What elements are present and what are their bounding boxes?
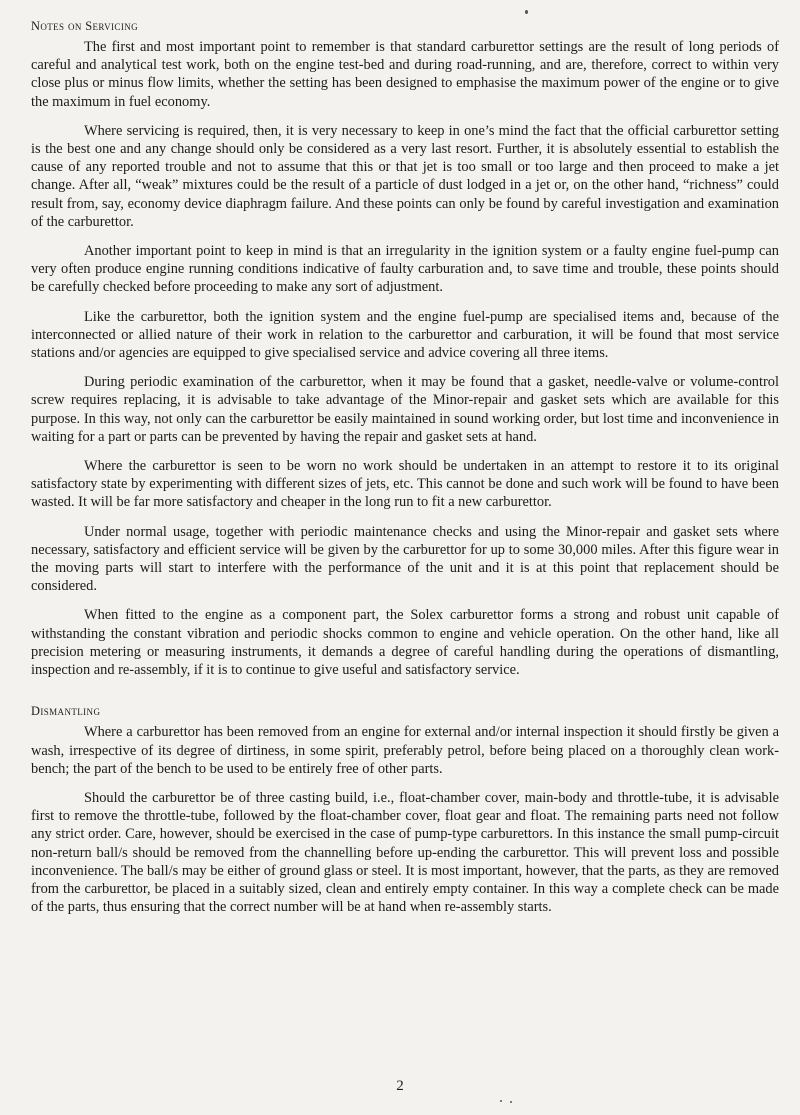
section-heading-notes-on-servicing: Notes on Servicing [31, 19, 139, 33]
paragraph: Where servicing is required, then, it is very necessary to keep in one’s mind the fact that the official carburettor setting is the best one and any change should only be considered as a very last resort. Further, it is absolutely essential to establish the cause of any reported trouble and not to assume that this or that jet is too small or too large and then proceed to make a jet change. After all, “weak” mixtures could be the result of a particle of dust lodged in a jet or, on the other hand, “richness” could result from, say, economy device diaphragm failure. And these points can only be found by careful investigation and examination of the carburettor. [31, 122, 779, 230]
section-heading-dismantling: Dismantling [31, 704, 101, 719]
paragraph: The first and most important point to remember is that standard carburettor settings are the result of long periods of careful and analytical test work, both on the engine test-bed and during road-running, and are, therefore, correct to within very close plus or minus flow limits, whether the setting has been designed to emphasise the maximum power of the engine or to give the maximum in fuel economy. [31, 39, 779, 110]
paragraph: Another important point to keep in mind is that an irregularity in the ignition system or a faulty engine fuel-pump can very often produce engine running conditions indicative of faulty carburation and, to save time and trouble, these points should be carefully checked before proceeding to make any sort of adjustment. [31, 243, 779, 296]
paragraph: Where a carburettor has been removed from an engine for external and/or internal inspection it should firstly be given a wash, irrespective of its degree of dirtiness, in some spirit, preferably petrol, before being placed on a thoroughly clean work-bench; the part of the bench to be used to be entirely free of other parts. [31, 724, 779, 777]
paragraph: When fitted to the engine as a component part, the Solex carburettor forms a strong and robust unit capable of withstanding the constant vibration and periodic shocks common to engine and vehicle operation. On the other hand, like all precision metering or measuring instruments, it demands a degree of careful handling during the operations of dismantling, inspection and re-assembly, if it is to continue to give useful and satisfactory service. [31, 607, 779, 679]
document-page [31, 18, 779, 927]
paragraph: Should the carburettor be of three casting build, i.e., float-chamber cover, main-body and throttle-tube, it is advisable first to remove the throttle-tube, followed by the float-chamber cover, float gear and float. The remaining parts need not follow any strict order. Care, however, should be exercised in the case of pump-type carburettors. In this instance the small pump-circuit non-return ball/s should be removed from the channelling before up-ending the carburettor. This will prevent loss and possible inconvenience. The ball/s may be either of ground glass or steel. It is most important, however, that the parts, as they are removed from the carburettor, be placed in a suitably sized, clean and entirely empty container. In this way a complete check can be made of the parts, thus ensuring that the correct number will be at hand when re-assembly starts. [31, 789, 779, 916]
paragraph: Where the carburettor is seen to be worn no work should be undertaken in an attempt to restore it to its original satisfactory state by experimenting with different sizes of jets, etc. This cannot be done and such work will be found to have been wasted. It will be far more satisfactory and cheaper in the long run to fit a new carburettor. [31, 458, 779, 511]
page-number: 2 [396, 1078, 404, 1094]
scan-speck [510, 1101, 512, 1103]
paragraph: During periodic examination of the carburettor, when it may be found that a gasket, needle-valve or volume-control screw requires replacing, it is advisable to take advantage of the Minor-repair and gasket sets which are available for this purpose. In this way, not only can the carburettor be easily maintained in sound working order, but lost time and inconvenience in waiting for a part or parts can be prevented by having the repair and gasket sets at hand. [31, 374, 779, 445]
scan-speck [500, 1100, 502, 1102]
paragraph: Like the carburettor, both the ignition system and the engine fuel-pump are specialised items and, because of the interconnected or allied nature of their work in relation to the carburettor and carburation, it will be found that most service stations and/or agencies are equipped to give specialised service and advice covering all three items. [31, 308, 779, 362]
paragraph: Under normal usage, together with periodic maintenance checks and using the Minor-repair and gasket sets where necessary, satisfactory and efficient service will be given by the carburettor for up to some 30,000 miles. After this figure wear in the moving parts will start to interfere with the performance of the unit and it is at this point that replacement should be considered. [31, 523, 779, 595]
scan-speck [525, 10, 528, 14]
